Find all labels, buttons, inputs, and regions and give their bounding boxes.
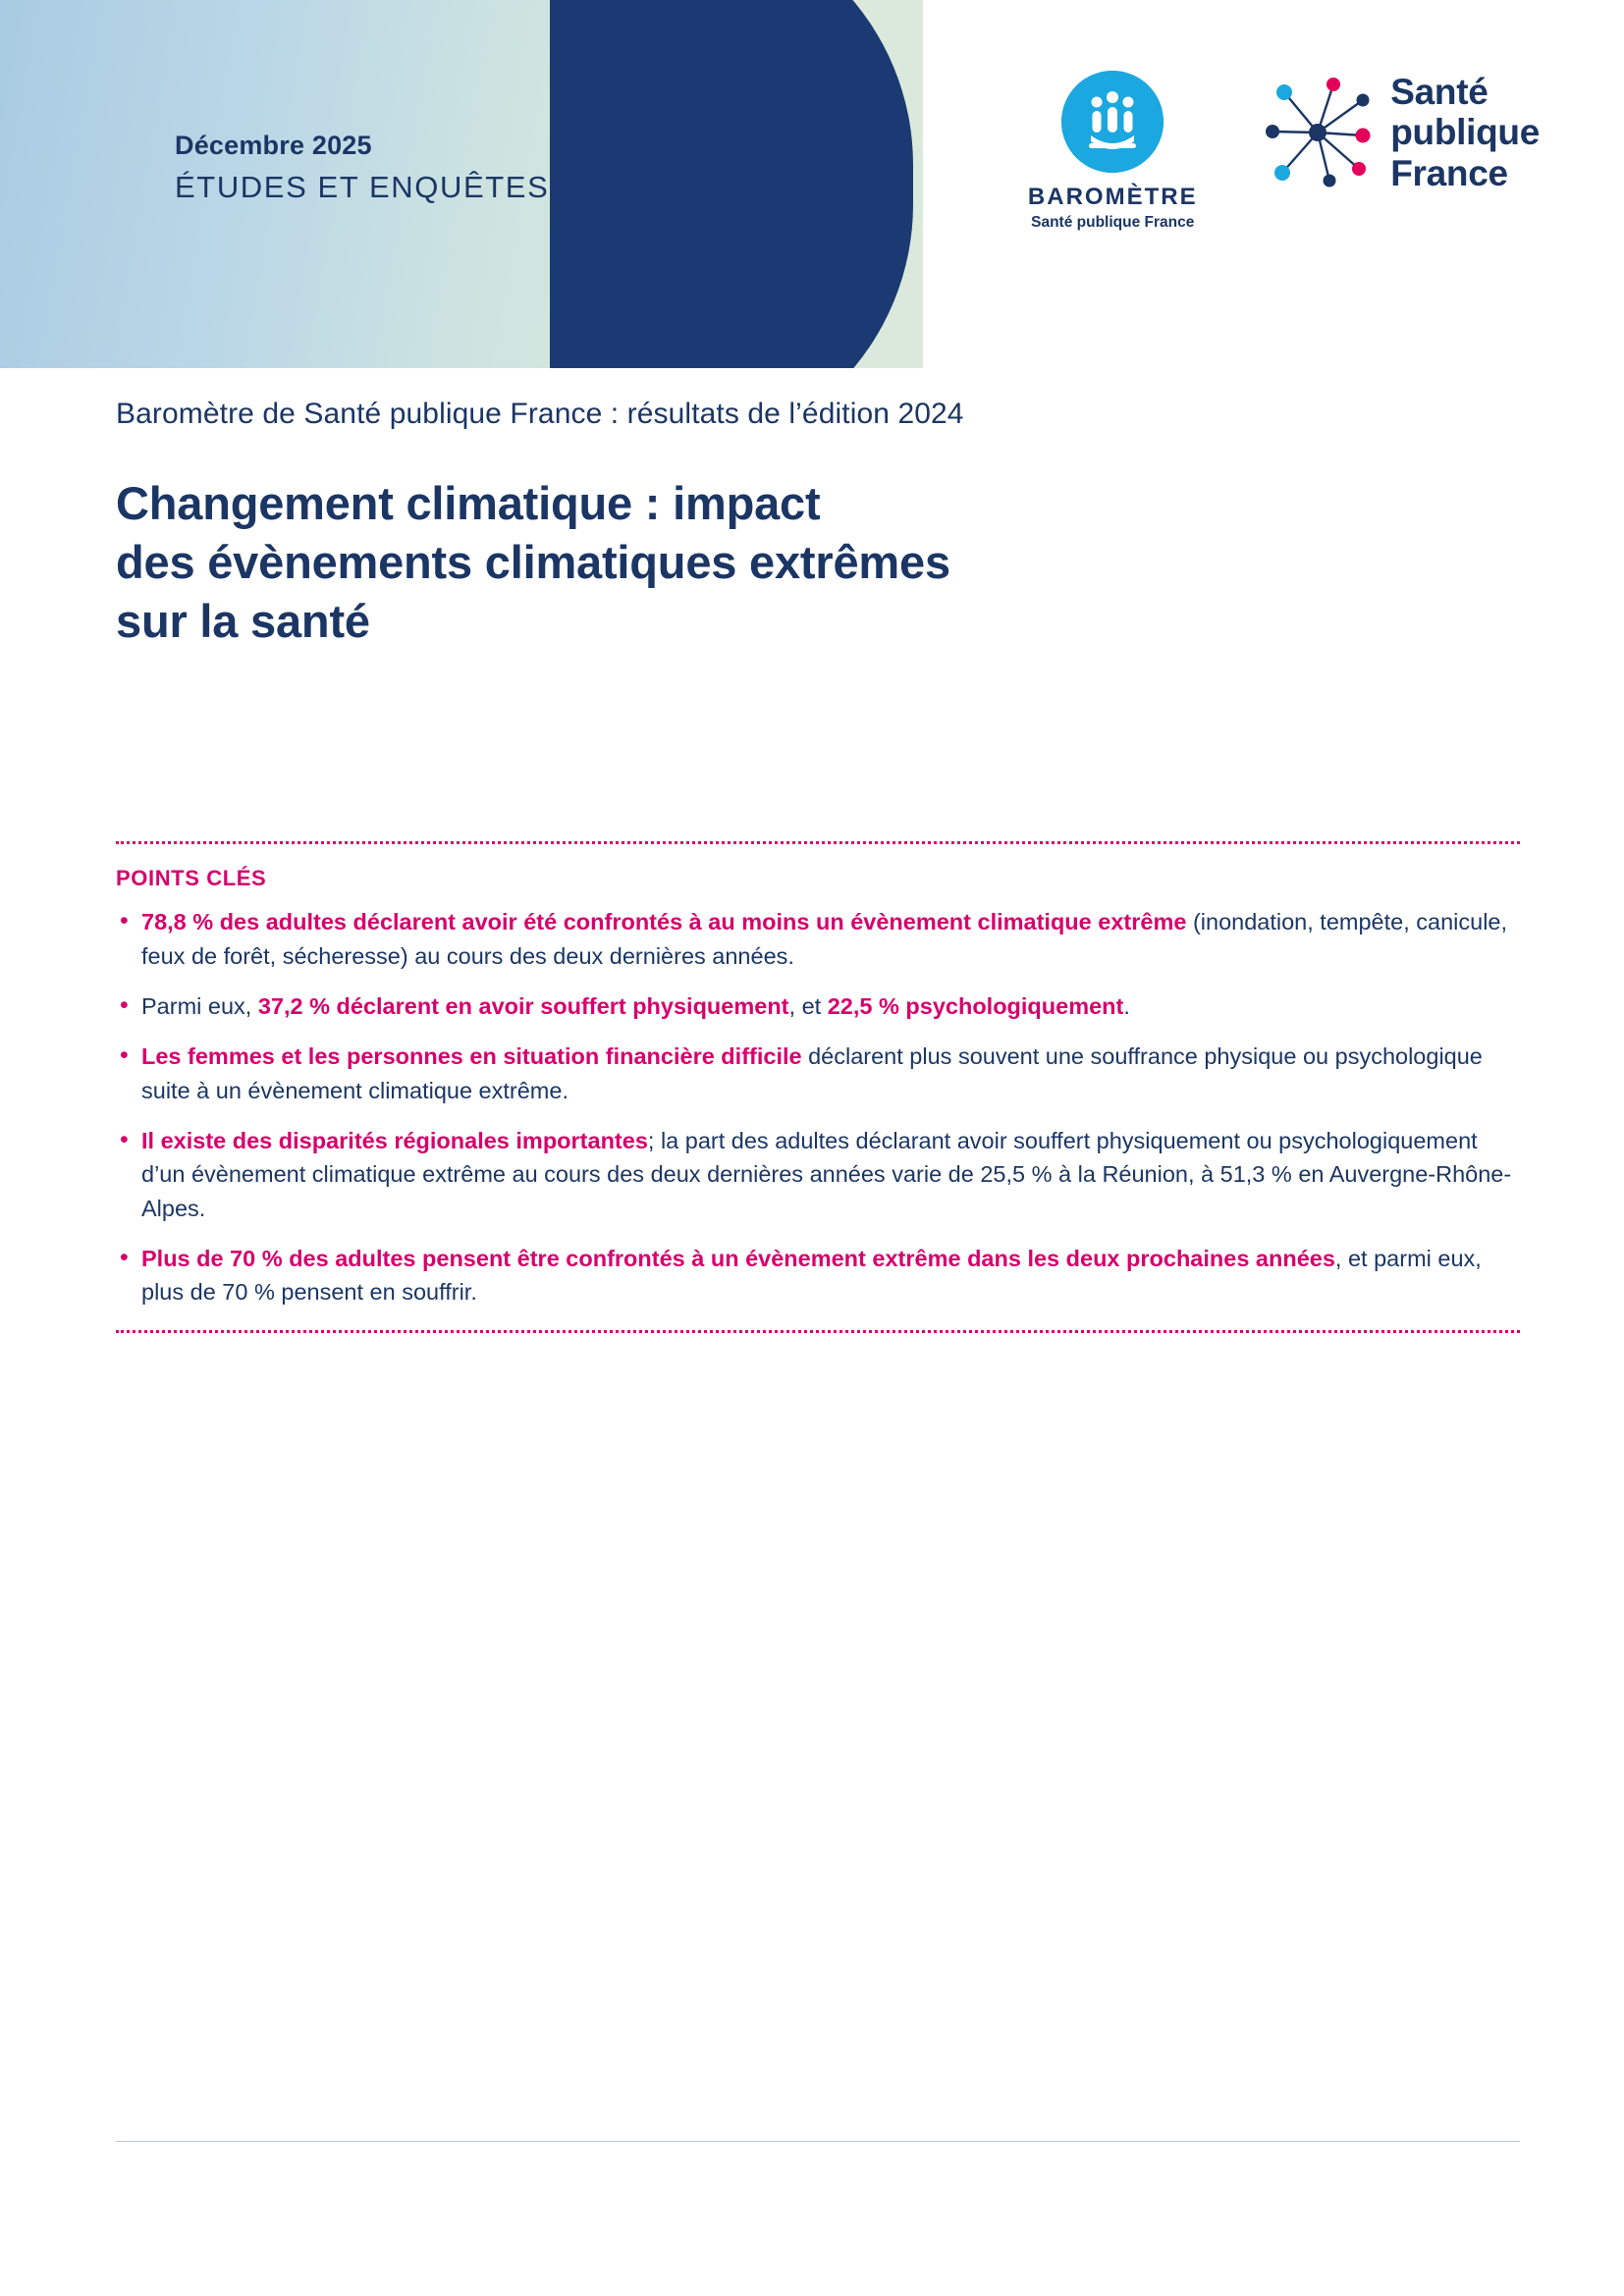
logos-group <box>1007 71 1540 232</box>
key-point-2-prefix: Parmi eux, <box>141 993 258 1020</box>
key-points-list <box>116 905 1520 1308</box>
key-point-2-bold-a: 37,2 % déclarent en avoir souffert physiquement <box>257 993 789 1020</box>
logo-barometre-name: BAROMÈTRE <box>1027 184 1198 210</box>
key-point-5-rest: , et parmi eux, plus de 70 % pensent en souffrir. <box>141 1245 1482 1306</box>
publication-date: Décembre 2025 <box>175 131 372 160</box>
key-point-5-bold: Plus de 70 % des adultes pensent être confrontés à un évènement extrême dans les deux prochaines années <box>141 1245 1335 1271</box>
key-points-top-rule <box>116 841 1520 844</box>
page-title-line-3: sur la santé <box>116 595 370 648</box>
key-point-2-middle: , et <box>788 993 828 1020</box>
document-kind: ÉTUDES ET ENQUÊTES <box>175 170 550 205</box>
key-point-2-rest: . <box>1123 993 1130 1020</box>
key-point-1-rest: (inondation, tempête, canicule, feux de forêt, sécheresse) au cours des deux dernières années. <box>141 909 1508 969</box>
logo-spf-line1: Santé <box>1390 71 1489 112</box>
logo-barometre-subtitle: Santé publique France <box>1031 214 1195 232</box>
page-title-line-2: des évènements climatiques extrêmes <box>116 536 950 589</box>
list-item <box>116 1242 1520 1309</box>
key-point-1-bold: 78,8 % des adultes déclarent avoir été confrontés à au moins un évènement climatique extrême <box>141 909 1187 935</box>
key-points-section <box>116 841 1520 1333</box>
people-circle-icon <box>1061 71 1164 173</box>
list-item <box>116 1124 1520 1225</box>
key-points-bottom-rule <box>116 1330 1520 1333</box>
logo-sante-publique-france <box>1261 71 1540 194</box>
header-text-block <box>175 128 549 208</box>
logo-spf-wordmark <box>1390 72 1540 193</box>
list-item <box>116 905 1520 973</box>
key-point-4-rest: ; la part des adultes déclarant avoir souffert physiquement ou psychologiquement d’un évènement climatique extrême au cours des deux dernières années varie de 25,5 % à la Réunion, à 51,3 % en Auvergne-Rhône-Alpes. <box>141 1127 1512 1221</box>
list-item <box>116 1040 1520 1107</box>
logo-spf-line3: France <box>1390 152 1508 193</box>
collection-subtitle: Baromètre de Santé publique France : résultats de l’édition 2024 <box>116 398 964 430</box>
header-curve-navy-shape <box>550 0 913 368</box>
logo-barometre <box>1007 71 1218 232</box>
list-item <box>116 989 1520 1023</box>
document-content <box>116 398 1520 1333</box>
key-point-3-bold: Les femmes et les personnes en situation financière difficile <box>141 1043 802 1070</box>
key-point-3-rest: déclarent plus souvent une souffrance physique ou psychologique suite à un évènement climatique extrême. <box>141 1043 1483 1103</box>
logo-spf-line2: publique <box>1390 112 1540 153</box>
network-nodes-icon <box>1261 71 1375 194</box>
key-points-heading: POINTS CLÉS <box>116 866 267 891</box>
footer-divider <box>116 2141 1520 2142</box>
header-band <box>0 0 1624 368</box>
key-point-4-bold: Il existe des disparités régionales importantes <box>141 1127 648 1153</box>
page-title <box>116 474 1520 651</box>
key-point-2-bold-b: 22,5 % psychologiquement <box>827 993 1124 1020</box>
page-title-line-1: Changement climatique : impact <box>116 477 821 529</box>
